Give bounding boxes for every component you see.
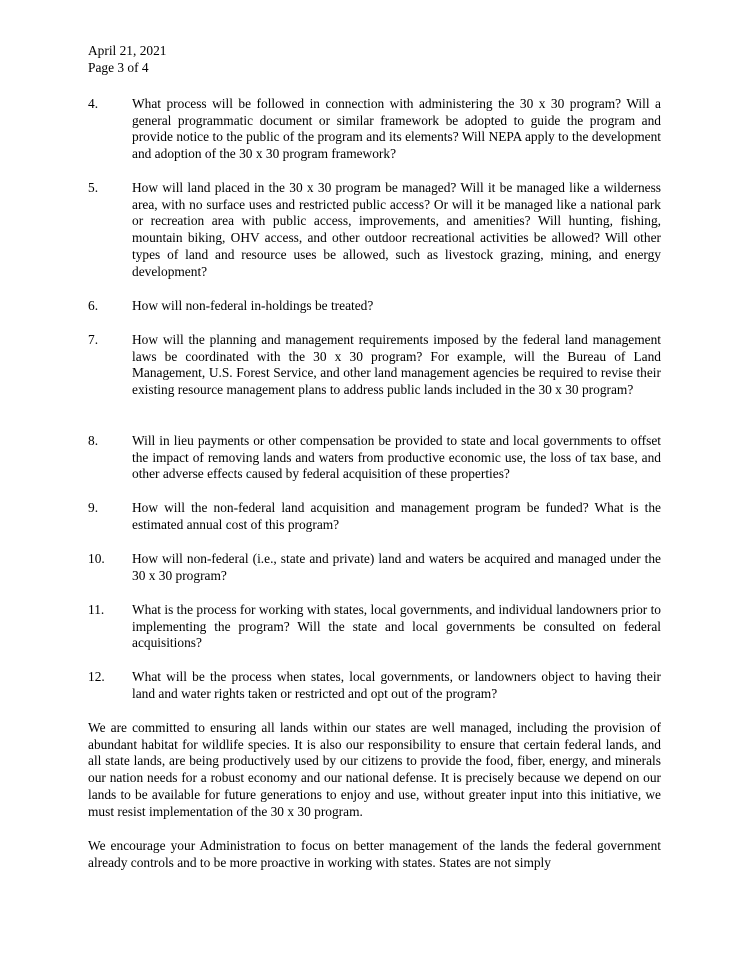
question-item-9	[88, 500, 661, 533]
question-number: 7.	[88, 332, 99, 347]
question-text: Will in lieu payments or other compensation be provided to state and local governments to offset the impact of removing lands and waters from productive economic use, the loss of tax base, and other adverse effects caused by federal acquisition of these properties?	[132, 433, 661, 482]
question-number: 8.	[88, 433, 99, 448]
question-text: How will non-federal in-holdings be treated?	[132, 298, 374, 313]
question-number: 4.	[88, 96, 99, 111]
question-text: What will be the process when states, local governments, or landowners object to having their land and water rights taken or restricted and opt out of the program?	[132, 669, 661, 701]
question-number: 10.	[88, 551, 105, 566]
question-number: 12.	[88, 669, 105, 684]
question-text: What is the process for working with states, local governments, and individual landowners prior to implementing the program? Will the state and local governments be consulted on federal acquisitions?	[132, 602, 661, 651]
question-number: 5.	[88, 180, 99, 195]
question-text: What process will be followed in connection with administering the 30 x 30 program? Will a general programmatic document or similar framework be adopted to guide the program and provide notice to the public of the program and its elements? Will NEPA apply to the development and adoption of the 30 x 30 program framework?	[132, 96, 661, 162]
question-item-10	[88, 551, 661, 584]
body-paragraph-commitment: We are committed to ensuring all lands within our states are well managed, including the provision of abundant habitat for wildlife species. It is also our responsibility to ensure that certain federal lands, and all state lands, are being productively used by our citizens to provide the food, fiber, energy, and minerals our nation needs for a robust economy and our national defense. It is precisely because we depend on our lands to be available for future generations to enjoy and use, without greater input into this initiative, we must resist implementation of the 30 x 30 program.	[88, 720, 661, 819]
question-item-12	[88, 669, 661, 702]
question-item-7	[88, 332, 661, 399]
question-item-6	[88, 298, 661, 315]
question-text: How will land placed in the 30 x 30 program be managed? Will it be managed like a wilderness area, with no surface uses and restricted public access? Or will it be managed like a national park or recreation area with public access, improvements, and amenities? Will hunting, fishing, mountain biking, OHV access, and other outdoor recreational activities be allowed? Will other types of land and resource uses be allowed, such as livestock grazing, mining, and energy development?	[132, 180, 661, 279]
question-item-8	[88, 433, 661, 483]
question-item-5	[88, 180, 661, 280]
question-text: How will the non-federal land acquisition and management program be funded? What is the estimated annual cost of this program?	[132, 500, 661, 532]
question-number: 11.	[88, 602, 105, 617]
question-item-11	[88, 602, 661, 652]
page-header	[88, 43, 388, 76]
question-item-4	[88, 96, 661, 163]
question-text: How will the planning and management requirements imposed by the federal land management laws be coordinated with the 30 x 30 program? For example, will the Bureau of Land Management, U.S. Forest Service, and other land management agencies be required to revise their existing resource management plans to address public lands included in the 30 x 30 program?	[132, 332, 661, 398]
body-paragraph-encouragement: We encourage your Administration to focus on better management of the lands the federal government already controls and to be more proactive in working with states. States are not simply	[88, 838, 661, 870]
header-date: April 21, 2021	[88, 43, 167, 58]
question-number: 6.	[88, 298, 99, 313]
question-number: 9.	[88, 500, 99, 515]
question-text: How will non-federal (i.e., state and private) land and waters be acquired and managed under the 30 x 30 program?	[132, 551, 661, 583]
header-page-number: Page 3 of 4	[88, 59, 149, 75]
